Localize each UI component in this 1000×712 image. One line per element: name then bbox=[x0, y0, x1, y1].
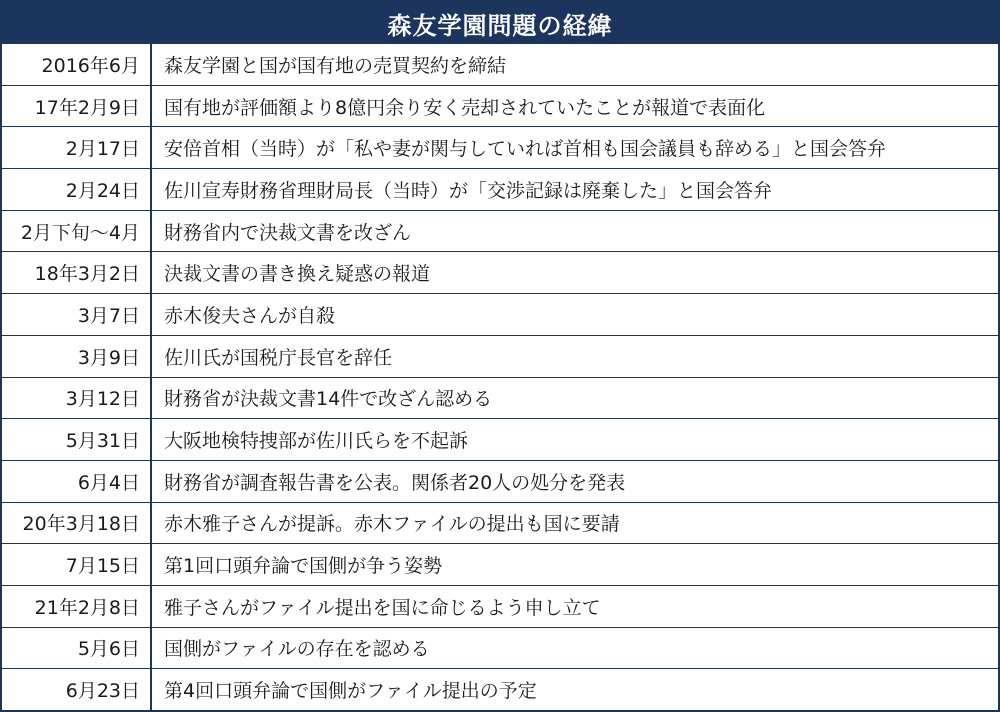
table-row bbox=[2, 293, 998, 335]
table-row bbox=[2, 543, 998, 585]
event-cell: 佐川宣寿財務省理財局長（当時）が「交渉記録は廃棄した」と国会答弁 bbox=[164, 179, 773, 202]
event-cell: 第1回口頭弁論で国側が争う姿勢 bbox=[164, 555, 443, 578]
table-row bbox=[2, 668, 998, 710]
date-cell: 2月24日 bbox=[2, 169, 152, 210]
date-cell: 20年3月18日 bbox=[2, 503, 152, 544]
table-row bbox=[2, 585, 998, 627]
table-row bbox=[2, 377, 998, 419]
table-row bbox=[2, 335, 998, 377]
event-cell: 赤木俊夫さんが自殺 bbox=[164, 304, 336, 327]
event-cell: 佐川氏が国税庁長官を辞任 bbox=[164, 346, 393, 369]
date-cell: 18年3月2日 bbox=[2, 252, 152, 293]
table-row bbox=[2, 210, 998, 252]
event-cell: 国側がファイルの存在を認める bbox=[164, 638, 430, 661]
date-cell: 3月7日 bbox=[2, 294, 152, 335]
date-cell: 17年2月9日 bbox=[2, 86, 152, 127]
event-cell: 大阪地検特捜部が佐川氏らを不起訴 bbox=[164, 430, 469, 453]
event-cell: 国有地が評価額より8億円余り安く売却されていたことが報道で表面化 bbox=[164, 96, 766, 119]
event-cell: 財務省が調査報告書を公表。関係者20人の処分を発表 bbox=[164, 471, 626, 494]
event-cell: 決裁文書の書き換え疑惑の報道 bbox=[164, 263, 431, 286]
event-cell: 雅子さんがファイル提出を国に命じるよう申し立て bbox=[164, 596, 601, 619]
event-cell: 財務省内で決裁文書を改ざん bbox=[164, 221, 412, 244]
event-cell: 財務省が決裁文書14件で改ざん認める bbox=[164, 388, 493, 411]
date-cell: 6月23日 bbox=[2, 669, 152, 710]
event-cell: 赤木雅子さんが提訴。赤木ファイルの提出も国に要請 bbox=[164, 513, 620, 536]
table-row bbox=[2, 460, 998, 502]
date-cell: 2月下旬～4月 bbox=[2, 211, 152, 252]
table-row bbox=[2, 627, 998, 669]
table-row bbox=[2, 85, 998, 127]
date-cell: 5月6日 bbox=[2, 628, 152, 669]
date-cell: 5月31日 bbox=[2, 419, 152, 460]
table-row bbox=[2, 44, 998, 85]
date-cell: 3月12日 bbox=[2, 378, 152, 419]
date-cell: 7月15日 bbox=[2, 544, 152, 585]
timeline-rows bbox=[2, 44, 998, 710]
event-cell: 安倍首相（当時）が「私や妻が関与していれば首相も国会議員も辞める」と国会答弁 bbox=[164, 138, 887, 161]
date-cell: 2月17日 bbox=[2, 127, 152, 168]
event-cell: 第4回口頭弁論で国側がファイル提出の予定 bbox=[164, 680, 537, 703]
date-cell: 6月4日 bbox=[2, 461, 152, 502]
date-cell: 3月9日 bbox=[2, 336, 152, 377]
table-row bbox=[2, 502, 998, 544]
date-cell: 2016年6月 bbox=[2, 44, 152, 85]
table-row bbox=[2, 126, 998, 168]
table-row bbox=[2, 251, 998, 293]
table-title: 森友学園問題の経緯 bbox=[2, 2, 998, 44]
table-row bbox=[2, 168, 998, 210]
event-cell: 森友学園と国が国有地の売買契約を締結 bbox=[164, 54, 507, 77]
table-row bbox=[2, 418, 998, 460]
date-cell: 21年2月8日 bbox=[2, 586, 152, 627]
